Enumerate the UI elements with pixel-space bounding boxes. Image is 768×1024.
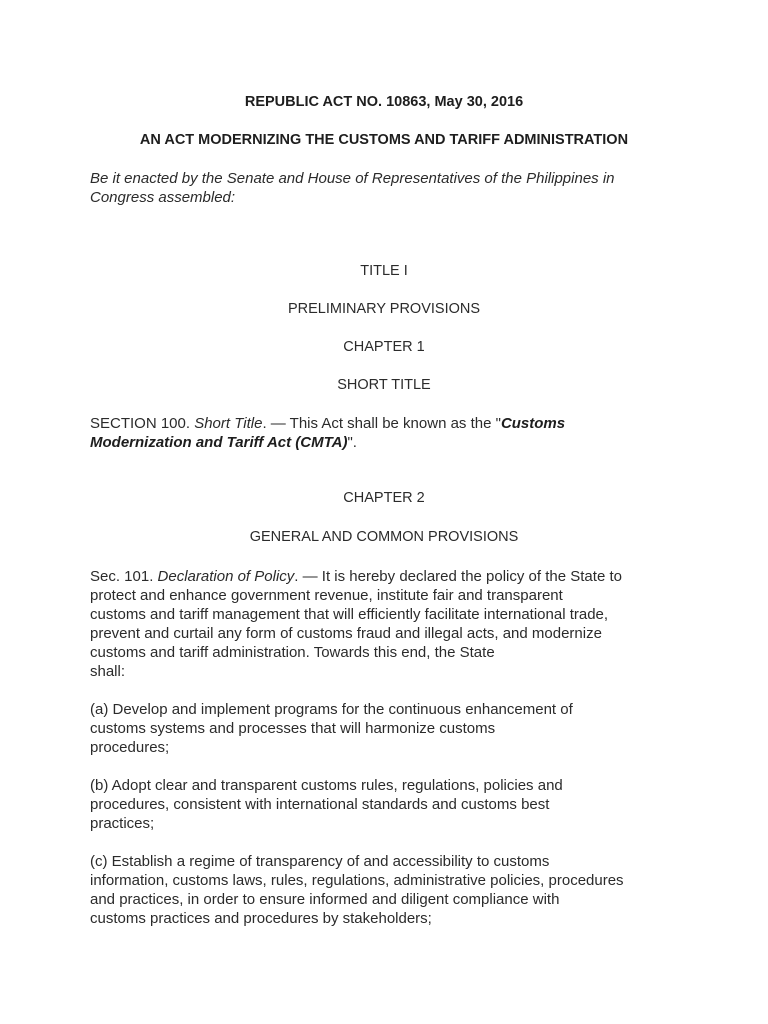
enacting-clause-line: Congress assembled: [90, 189, 236, 206]
section-text: . — It is hereby declared the policy of the State to [294, 568, 622, 585]
list-item-line: (a) Develop and implement programs for the continuous enhancement of [90, 701, 573, 718]
chapter2-heading: CHAPTER 2 [343, 490, 425, 506]
section-text: protect and enhance government revenue, institute fair and transparent [90, 587, 563, 604]
list-item-line: information, customs laws, rules, regulations, administrative policies, procedures [90, 872, 624, 889]
title-heading: TITLE I [360, 263, 408, 279]
list-item-line: customs systems and processes that will harmonize customs [90, 720, 496, 737]
chapter1-heading: CHAPTER 1 [343, 339, 425, 355]
section-101 [90, 567, 690, 681]
chapter1-name: SHORT TITLE [337, 377, 431, 393]
title-name: PRELIMINARY PROVISIONS [287, 301, 481, 317]
list-item-a [90, 700, 690, 757]
act-short-name: Modernization and Tariff Act (CMTA) [90, 434, 348, 451]
section-text: shall: [90, 663, 126, 680]
section-caption: Short Title [194, 415, 263, 432]
section-text: customs and tariff administration. Towards this end, the State [90, 644, 495, 661]
section-text: . — This Act shall be known as the " [262, 415, 501, 432]
section-text: customs and tariff management that will efficiently facilitate international trade, [90, 606, 609, 623]
enacting-clause [90, 169, 690, 207]
list-item-c [90, 852, 690, 928]
list-item-line: procedures, consistent with international standards and customs best [90, 796, 550, 813]
section-number: SECTION 100. [90, 415, 195, 432]
act-title: AN ACT MODERNIZING THE CUSTOMS AND TARIFF ADMINISTRATION [139, 132, 629, 148]
section-text: ". [347, 434, 357, 451]
list-item-line: (c) Establish a regime of transparency of and accessibility to customs [90, 853, 550, 870]
enacting-clause-line: Be it enacted by the Senate and House of Representatives of the Philippines in [90, 170, 615, 187]
list-item-line: procedures; [90, 739, 170, 756]
list-item-line: practices; [90, 815, 155, 832]
section-caption: Declaration of Policy [157, 568, 295, 585]
section-number: Sec. 101. [90, 568, 158, 585]
act-short-name: Customs [500, 415, 566, 432]
list-item-line: (b) Adopt clear and transparent customs rules, regulations, policies and [90, 777, 563, 794]
list-item-line: and practices, in order to ensure informed and diligent compliance with [90, 891, 560, 908]
list-item-b [90, 776, 690, 833]
chapter2-name: GENERAL AND COMMON PROVISIONS [249, 529, 519, 545]
act-number: REPUBLIC ACT NO. 10863, May 30, 2016 [244, 94, 524, 110]
section-100 [90, 414, 690, 452]
section-text: prevent and curtail any form of customs fraud and illegal acts, and modernize [90, 625, 602, 642]
list-item-line: customs practices and procedures by stakeholders; [90, 910, 432, 927]
